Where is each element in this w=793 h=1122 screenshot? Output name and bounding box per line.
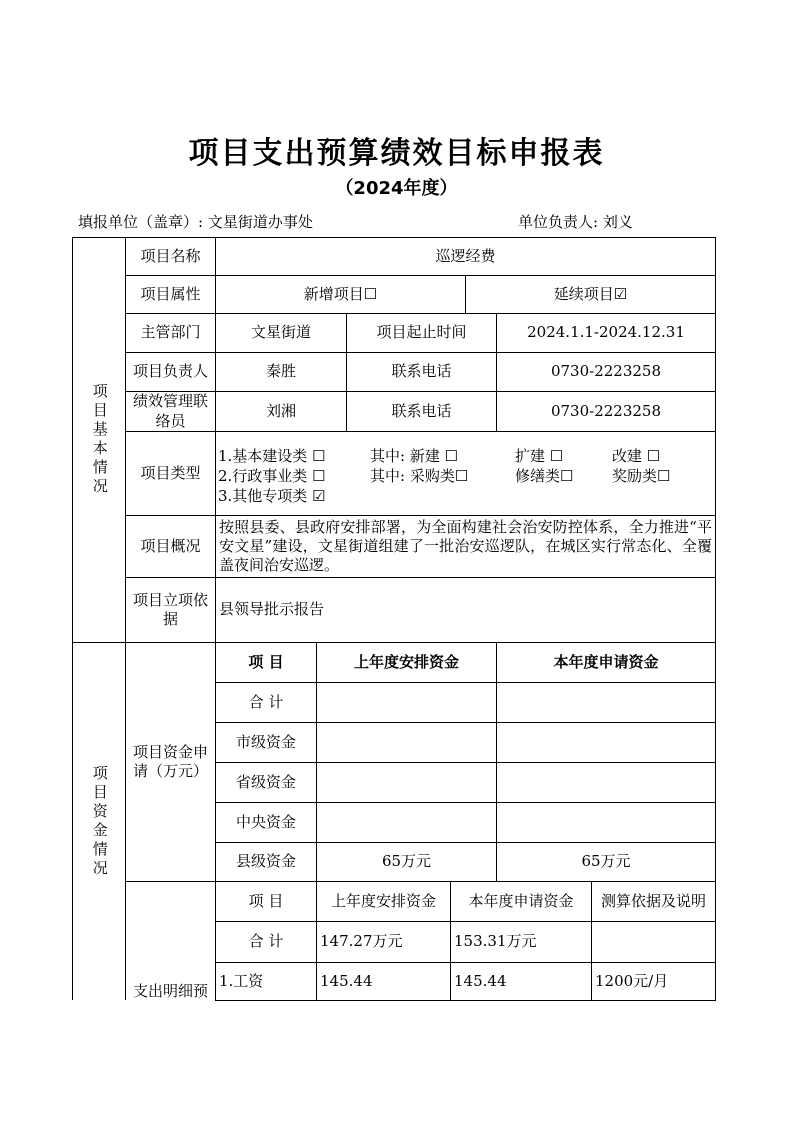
detail-row-wage-this: 145.44 <box>450 962 592 1001</box>
section-fund-info: 项目资金情况 <box>72 642 126 1000</box>
fund-row-city-last <box>316 722 497 763</box>
page-subtitle: （2024年度） <box>335 178 458 199</box>
detail-header-item: 项 目 <box>215 881 317 922</box>
overview-label: 项目概况 <box>125 515 216 578</box>
detail-row-total-this: 153.31万元 <box>450 921 592 963</box>
project-attr-new: 新增项目☐ <box>215 275 466 314</box>
project-name-value: 巡逻经费 <box>215 237 716 276</box>
fund-row-province-item: 省级资金 <box>215 762 317 803</box>
basis-value: 县领导批示报告 <box>215 577 716 643</box>
type-label: 项目类型 <box>125 431 216 516</box>
phone2-value: 0730-2223258 <box>496 391 716 432</box>
period-label: 项目起止时间 <box>346 313 497 353</box>
detail-header-note: 测算依据及说明 <box>591 881 716 922</box>
leader-value: 秦胜 <box>215 352 347 392</box>
fund-row-total-last <box>316 682 497 723</box>
detail-row-total-note <box>591 921 716 963</box>
leader-label: 项目负责人 <box>125 352 216 392</box>
detail-row-wage-note: 1200元/月 <box>591 962 716 1001</box>
dept-value: 文星街道 <box>215 313 347 353</box>
fund-row-province-last <box>316 762 497 803</box>
contact-label: 绩效管理联络员 <box>125 391 216 432</box>
fund-row-county-last: 65万元 <box>316 842 497 882</box>
period-value: 2024.1.1-2024.12.31 <box>496 313 716 353</box>
fund-row-city-this <box>496 722 716 763</box>
phone-value: 0730-2223258 <box>496 352 716 392</box>
page-title: 项目支出预算绩效目标申报表 <box>188 136 605 171</box>
detail-row-total-item: 合 计 <box>215 921 317 963</box>
type-row1-c: 扩建 ☐ <box>515 447 564 465</box>
project-name-label: 项目名称 <box>125 237 216 276</box>
project-attr-continue: 延续项目☑ <box>465 275 716 314</box>
fund-row-central-last <box>316 802 497 843</box>
type-row1-a: 1.基本建设类 ☐ <box>218 447 326 465</box>
fund-row-central-this <box>496 802 716 843</box>
fund-row-total-this <box>496 682 716 723</box>
type-row2-a: 2.行政事业类 ☐ <box>218 467 326 485</box>
type-row3-a: 3.其他专项类 ☑ <box>218 487 326 505</box>
basis-label: 项目立项依据 <box>125 577 216 643</box>
fund-row-county-item: 县级资金 <box>215 842 317 882</box>
detail-label: 支出明细预 <box>132 982 208 1000</box>
project-attr-label: 项目属性 <box>125 275 216 314</box>
type-row1-b: 其中: 新建 ☐ <box>370 447 459 465</box>
dept-label: 主管部门 <box>125 313 216 353</box>
fund-header-item: 项 目 <box>215 642 317 683</box>
fund-row-county-this: 65万元 <box>496 842 716 882</box>
detail-row-wage-item: 1.工资 <box>215 962 317 1001</box>
type-row1-d: 改建 ☐ <box>612 447 661 465</box>
detail-row-wage-last: 145.44 <box>316 962 451 1001</box>
type-row2-d: 奖励类☐ <box>612 467 671 485</box>
fund-row-central-item: 中央资金 <box>215 802 317 843</box>
filing-unit: 填报单位（盖章）: 文星街道办事处 <box>78 213 313 231</box>
detail-header-last: 上年度安排资金 <box>316 881 451 922</box>
type-row2-c: 修缮类☐ <box>515 467 574 485</box>
section-basic-info: 项目基本情况 <box>72 237 126 643</box>
contact-value: 刘湘 <box>215 391 347 432</box>
fund-apply-label: 项目资金申请（万元） <box>125 642 216 882</box>
fund-row-city-item: 市级资金 <box>215 722 317 763</box>
fund-header-last: 上年度安排资金 <box>316 642 497 683</box>
phone-label: 联系电话 <box>346 352 497 392</box>
detail-row-total-last: 147.27万元 <box>316 921 451 963</box>
phone2-label: 联系电话 <box>346 391 497 432</box>
unit-responsible: 单位负责人: 刘义 <box>518 213 633 231</box>
fund-header-this: 本年度申请资金 <box>496 642 716 683</box>
type-row2-b: 其中: 采购类☐ <box>370 467 469 485</box>
fund-row-total-item: 合 计 <box>215 682 317 723</box>
fund-row-province-this <box>496 762 716 803</box>
overview-value: 按照县委、县政府安排部署，为全面构建社会治安防控体系，全力推进“平安文星”建设，文星街道组建了一批治安巡逻队，在城区实行常态化、全覆盖夜间治安巡逻。 <box>219 518 712 574</box>
detail-header-this: 本年度申请资金 <box>450 881 592 922</box>
